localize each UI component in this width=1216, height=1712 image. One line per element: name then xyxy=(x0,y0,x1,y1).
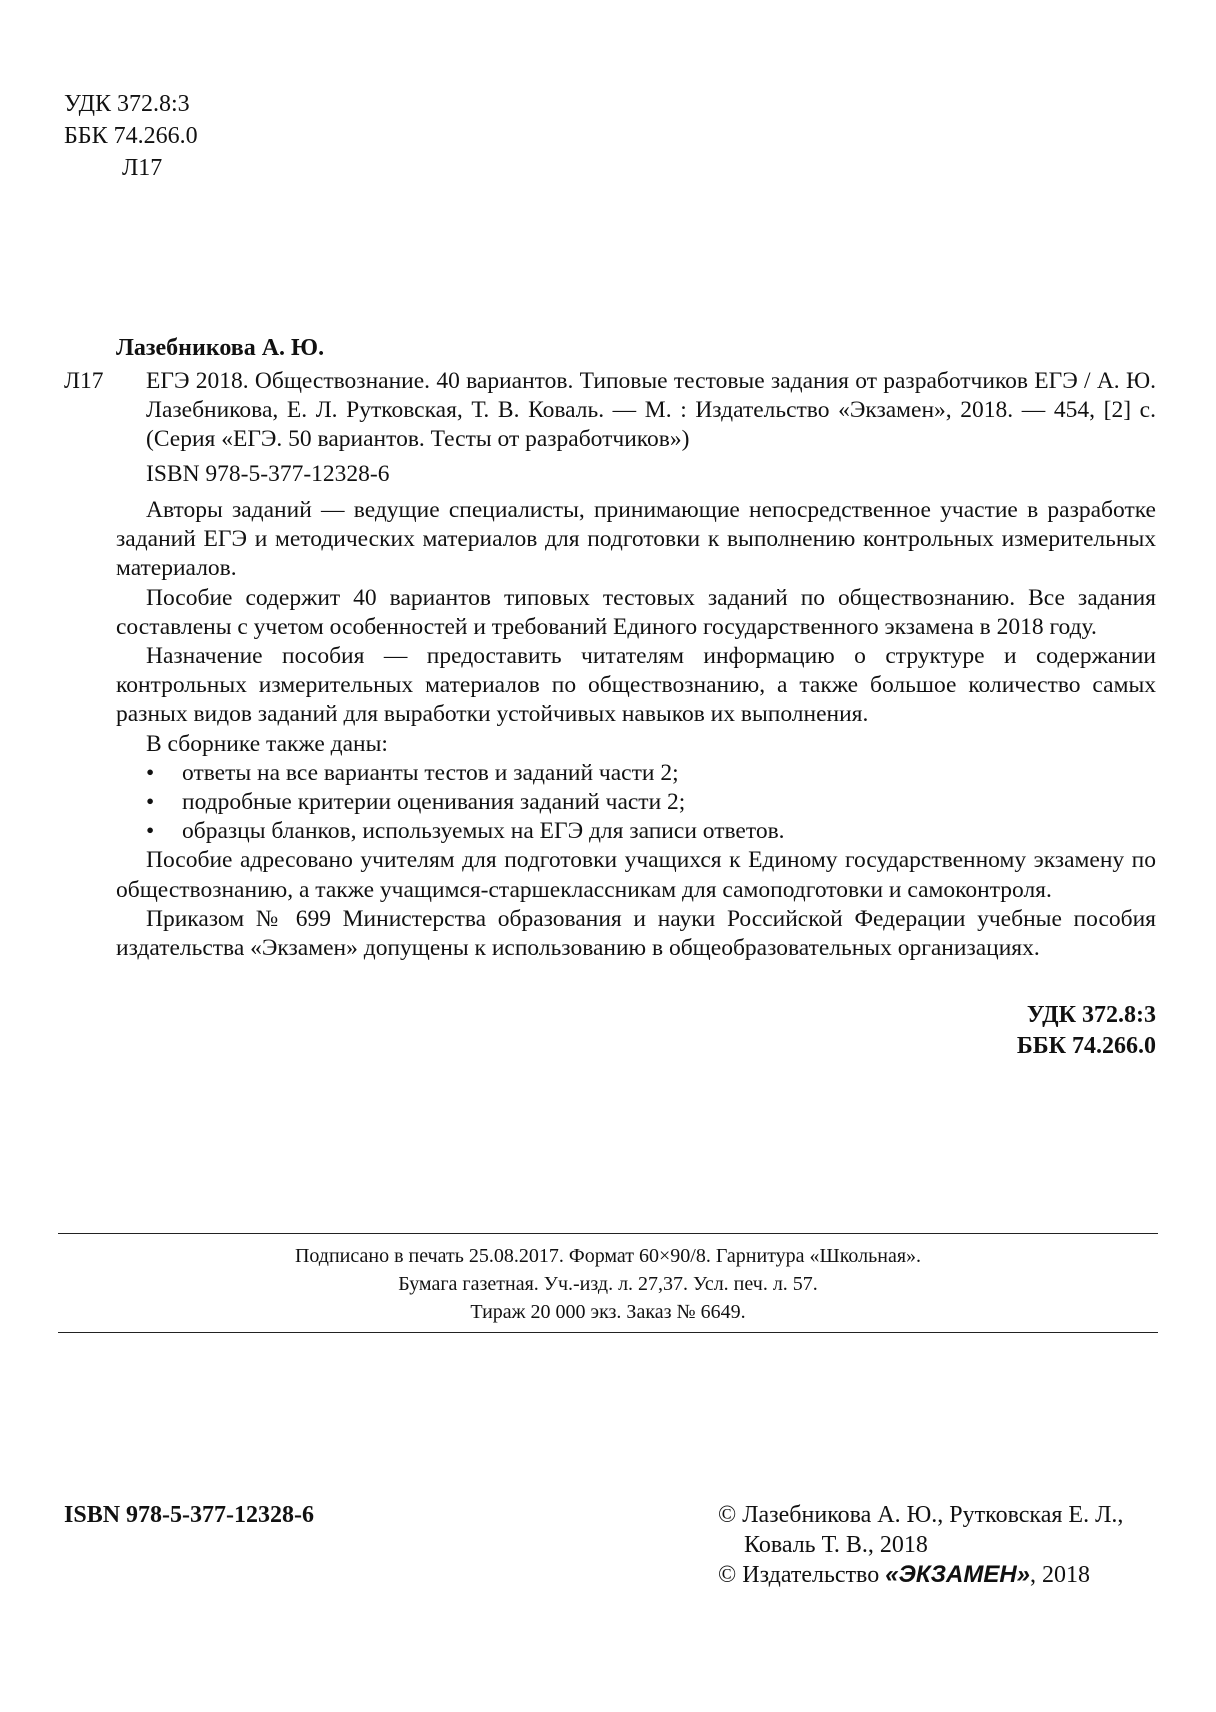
list-item-text: образцы бланков, используемых на ЕГЭ для записи ответов. xyxy=(182,818,785,845)
annotation-paragraph: Пособие адресовано учителям для подготовки учащихся к Единому государственному экзамену по обществознанию, а также учащимся-старшеклассникам для самоподготовки и самоконтроля. xyxy=(116,847,1156,903)
list-item-text: подробные критерии оценивания заданий части 2; xyxy=(182,789,686,816)
bullet-icon: • xyxy=(146,818,155,845)
copyright-block xyxy=(718,1500,1123,1590)
bullet-icon: • xyxy=(146,759,155,786)
print-details-line: Тираж 20 000 экз. Заказ № 6649. xyxy=(470,1301,746,1323)
annotation-paragraph: В сборнике также даны: xyxy=(146,730,388,757)
entry-author-mark: Л17 xyxy=(64,368,104,394)
author-heading: Лазебникова А. Ю. xyxy=(116,335,325,361)
divider xyxy=(58,1332,1158,1333)
annotation-paragraph: Пособие содержит 40 вариантов типовых тестовых заданий по обществознанию. Все задания составлены с учетом особенностей и требований Единого государственного экзамена в 2018 году. xyxy=(116,584,1156,640)
bibliographic-description: ЕГЭ 2018. Обществознание. 40 вариантов. Типовые тестовые задания от разработчиков ЕГЭ / А. Ю. Лазебникова, Е. Л. Рутковская, Т. В. Коваль. — М. : Издательство «Экзамен», 2018. — 454, [2] с. (Серия «ЕГЭ. 50 вариантов. Тесты от разработчиков») xyxy=(146,368,1156,452)
classification-codes-right xyxy=(1017,1000,1156,1062)
bbk-code: ББК 74.266.0 xyxy=(64,123,198,149)
classification-codes-top xyxy=(64,88,198,184)
copyright-publisher-prefix: © Издательство xyxy=(718,1562,886,1588)
annotation-paragraph: Назначение пособия — предоставить читателям информацию о структуре и содержании контрольных измерительных материалов по обществознанию, а также большое количество самых разных видов заданий для выработки устойчивых навыков их выполнения. xyxy=(116,643,1156,728)
udk-code: УДК 372.8:3 xyxy=(64,91,190,117)
copyright-authors: © Лазебникова А. Ю., Рутковская Е. Л., xyxy=(718,1502,1124,1528)
copyright-publisher xyxy=(718,1560,1123,1590)
list-item xyxy=(116,759,1156,788)
print-details-line: Бумага газетная. Уч.-изд. л. 27,37. Усл. печ. л. 57. xyxy=(398,1273,818,1295)
bullet-icon: • xyxy=(146,789,155,816)
list-item xyxy=(116,788,1156,817)
annotation-paragraph: Приказом № 699 Министерства образования и науки Российской Федерации учебные пособия издательства «Экзамен» допущены к использованию в общеобразовательных организациях. xyxy=(116,905,1156,962)
udk-code: УДК 372.8:3 xyxy=(1026,1002,1156,1028)
bibliographic-entry xyxy=(64,367,1156,454)
publisher-brand: «ЭКЗАМЕН» xyxy=(885,1561,1031,1588)
copyright-authors-continued: Коваль Т. В., 2018 xyxy=(744,1532,928,1558)
list-item-text: ответы на все варианты тестов и заданий части 2; xyxy=(182,759,679,786)
bbk-code: ББК 74.266.0 xyxy=(1016,1033,1156,1059)
print-details-text xyxy=(58,1234,1158,1332)
print-details xyxy=(58,1233,1158,1333)
isbn-line: ISBN 978-5-377-12328-6 xyxy=(146,461,390,487)
contents-list xyxy=(116,759,1156,847)
list-item xyxy=(116,817,1156,846)
author-mark: Л17 xyxy=(122,155,163,181)
annotation-paragraph: Авторы заданий — ведущие специалисты, принимающие непосредственное участие в разработке заданий ЕГЭ и методических материалов для подготовки к выполнению контрольных измерительных материалов. xyxy=(116,497,1156,582)
copyright-publisher-suffix: , 2018 xyxy=(1030,1562,1091,1588)
bibliographic-record xyxy=(64,334,1156,489)
annotation xyxy=(116,496,1156,963)
print-details-line: Подписано в печать 25.08.2017. Формат 60×90/8. Гарнитура «Школьная». xyxy=(294,1245,922,1267)
footer-isbn: ISBN 978-5-377-12328-6 xyxy=(64,1502,314,1528)
